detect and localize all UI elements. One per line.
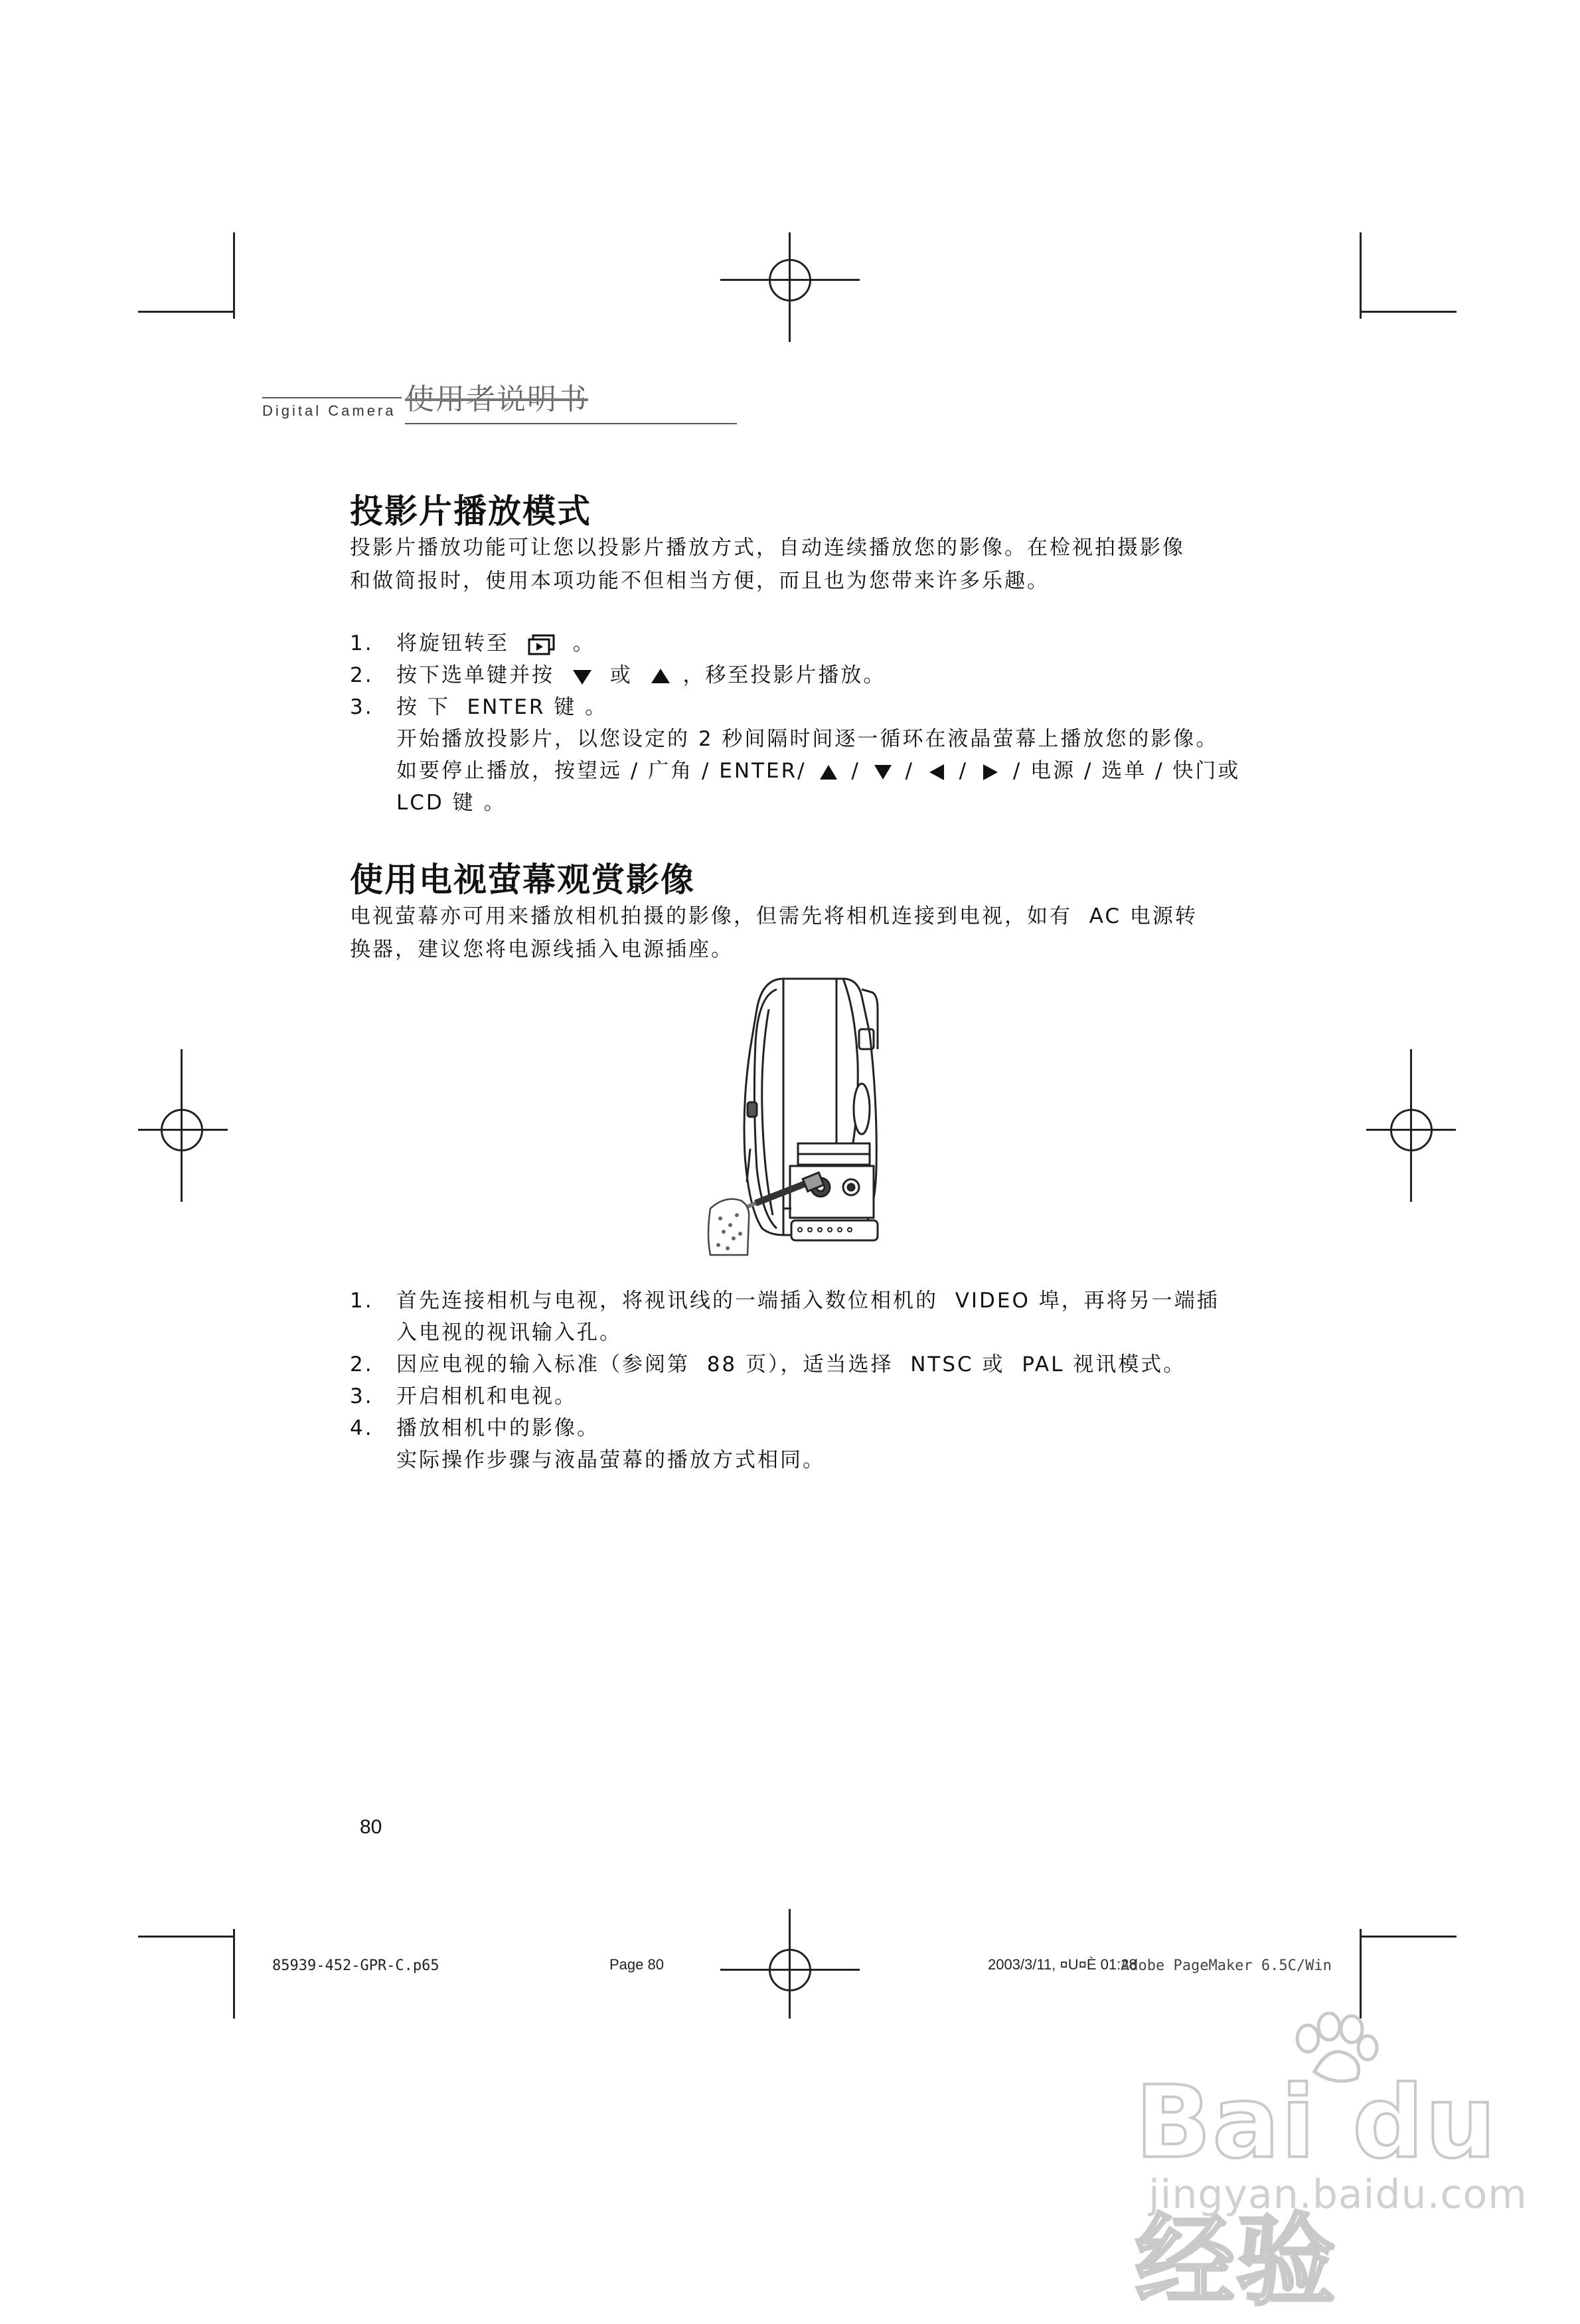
step-text: 开启相机和电视。 xyxy=(396,1384,577,1408)
step-text: 播放相机中的影像。 xyxy=(396,1416,599,1440)
separator: / xyxy=(851,759,860,783)
step-text: 按 下 ENTER 键 。 xyxy=(396,695,608,719)
step-number: 1. xyxy=(350,631,374,655)
tv-intro-line1: 电视萤幕亦可用来播放相机拍摄的影像，但需先将相机连接到电视，如有 AC 电源转 xyxy=(350,904,1198,928)
watermark-brand: Bai du 经验 xyxy=(1135,2065,1498,2319)
baidu-watermark xyxy=(1129,2012,1553,2319)
footer-filename: 85939-452-GPR-C.p65 xyxy=(272,1957,439,1974)
step-text: 因应电视的输入标准（参阅第 88 页），适当选择 NTSC 或 PAL 视讯模式。 xyxy=(396,1353,1186,1376)
manual-title: 使用者说明书 xyxy=(405,382,588,416)
list-item xyxy=(350,691,1279,723)
list-item xyxy=(350,1380,1279,1412)
camera-video-cable-illustration xyxy=(684,969,896,1262)
right-triangle-icon xyxy=(981,763,1000,782)
separator: / xyxy=(905,759,914,783)
slideshow-intro-line2: 和做简报时，使用本项功能不但相当方便，而且也为您带来许多乐趣。 xyxy=(350,569,1050,593)
step-text: 按下选单键并按 xyxy=(396,663,554,687)
list-item xyxy=(350,1412,1279,1444)
list-item xyxy=(350,627,1279,659)
note-text: 如要停止播放，按望远 / 广角 / ENTER/ xyxy=(396,759,807,783)
slideshow-note-line2 xyxy=(396,755,1240,787)
step-text-or: 或 xyxy=(609,663,633,687)
step-text-line2: 入电视的视讯输入孔。 xyxy=(396,1321,622,1345)
slideshow-note-line1: 开始播放投影片，以您设定的 2 秒间隔时间逐一循环在液晶萤幕上播放您的影像。 xyxy=(396,727,1219,751)
slideshow-note-line3: LCD 键 。 xyxy=(396,791,507,815)
step-text-end: 。 xyxy=(572,631,595,655)
step-number: 4. xyxy=(350,1416,374,1440)
down-triangle-icon xyxy=(873,764,893,781)
section-heading-slideshow: 投影片播放模式 xyxy=(350,492,592,531)
slideshow-mode-icon xyxy=(527,633,558,656)
left-triangle-icon xyxy=(927,763,947,782)
page-number: 80 xyxy=(360,1816,382,1838)
header-label: Digital Camera xyxy=(262,402,396,419)
step-number: 3. xyxy=(350,1384,374,1408)
watermark-url: jingyan.baidu.com xyxy=(1148,2171,1528,2218)
tv-intro xyxy=(350,900,1266,966)
slideshow-intro xyxy=(350,531,1266,598)
step-number: 1. xyxy=(350,1289,374,1313)
list-item xyxy=(350,659,1279,691)
step-number: 2. xyxy=(350,663,374,687)
list-item xyxy=(350,1349,1279,1380)
tv-note: 实际操作步骤与液晶萤幕的播放方式相同。 xyxy=(396,1448,825,1472)
list-item xyxy=(350,1285,1279,1349)
slideshow-intro-line1: 投影片播放功能可让您以投影片播放方式，自动连续播放您的影像。在检视拍摄影像 xyxy=(350,536,1185,560)
up-triangle-icon xyxy=(819,764,838,781)
step-number: 2. xyxy=(350,1353,374,1376)
header-rule-right xyxy=(405,423,737,424)
step-text-line1: 首先连接相机与电视，将视讯线的一端插入数位相机的 VIDEO 埠，再将另一端插 xyxy=(396,1289,1220,1313)
up-triangle-icon xyxy=(649,667,672,686)
note-text: / 电源 / 选单 / 快门或 xyxy=(1012,759,1241,783)
step-text: 将旋钮转至 xyxy=(396,631,509,655)
separator: / xyxy=(959,759,969,783)
section-heading-tv: 使用电视萤幕观赏影像 xyxy=(350,861,695,899)
down-triangle-icon xyxy=(571,667,593,686)
step-text-end: ，移至投影片播放。 xyxy=(682,663,886,687)
footer-app: Adobe PageMaker 6.5C/Win xyxy=(1121,1957,1332,1974)
footer-date: 2003/3/11, ¤U¤È 01:28 xyxy=(988,1956,1137,1973)
header-rule-left xyxy=(262,397,402,398)
footer-page: Page 80 xyxy=(609,1956,664,1973)
tv-intro-line2: 换器，建议您将电源线插入电源插座。 xyxy=(350,938,734,961)
step-number: 3. xyxy=(350,695,374,719)
